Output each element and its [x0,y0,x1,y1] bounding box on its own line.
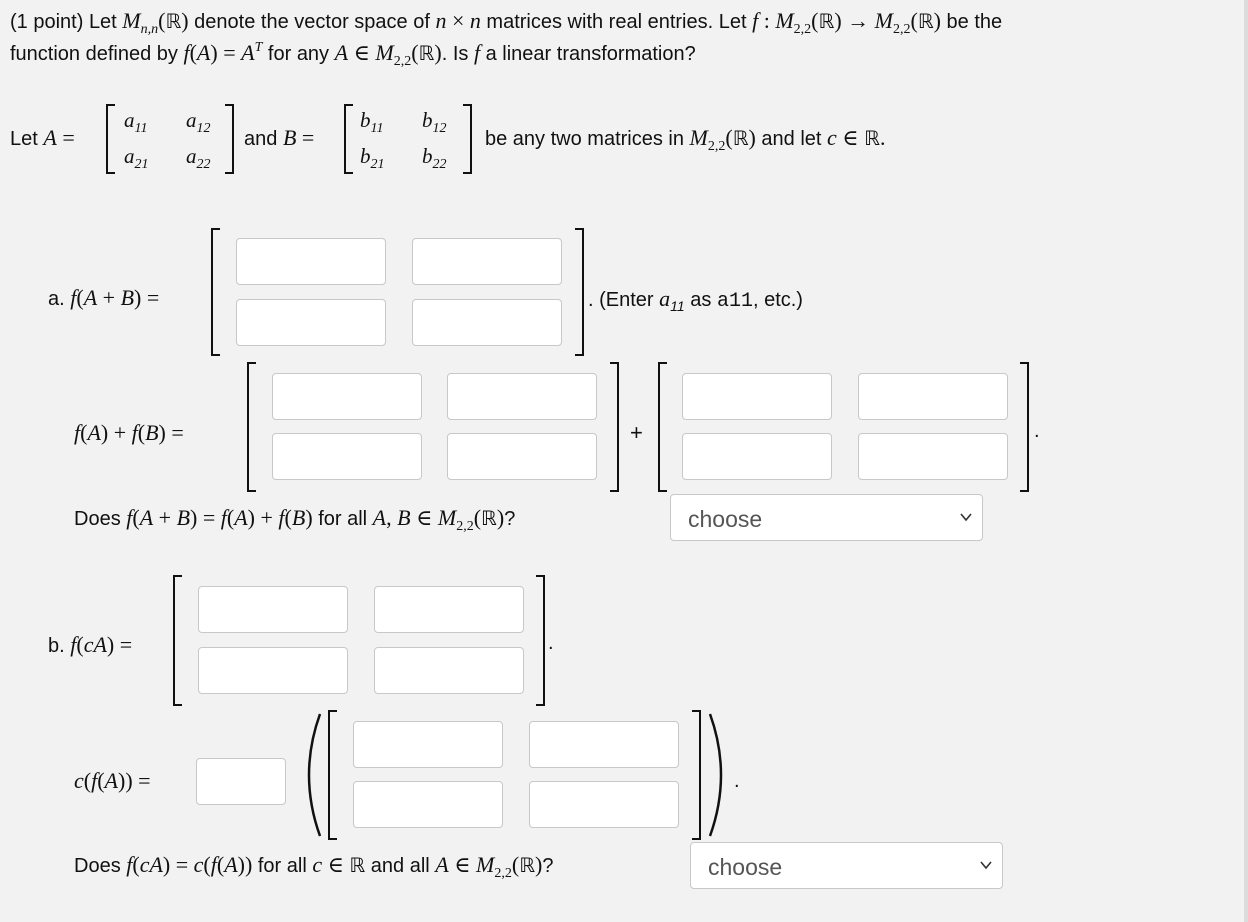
c-fa-label: c(f(A)) = [74,768,151,793]
part-b-question: Does f(cA) = c(f(A)) for all c ∈ ℝ and all A ∈ $M_{2,2}(ℝ)$? [74,852,554,881]
text: for all [312,508,373,530]
period: . [548,632,554,654]
f-a-22-input[interactable] [447,433,597,480]
part-a-hint: . (Enter $a_{11}$ as a11, etc.) [588,286,803,314]
chevron-down-icon [960,511,972,523]
text: b. [48,635,65,657]
text: and all [365,855,436,877]
c-fa-12-input[interactable] [529,721,679,768]
period: . [1034,420,1040,442]
part-a-label: a. f(A + B) = [48,285,160,310]
scalar-c-input[interactable] [196,758,286,805]
and-label: and B = [244,125,315,150]
select-value: choose [688,506,763,532]
f-a-12-input[interactable] [447,373,597,420]
text: Let [10,128,44,150]
chevron-down-icon [980,859,992,871]
f-a-plus-b-22-input[interactable] [412,299,562,346]
text: . Is [441,43,474,65]
f-b-11-input[interactable] [682,373,832,420]
text: and [244,128,283,150]
text: for any [262,43,335,65]
text: ? [504,508,516,530]
f-a-plus-b-11-input[interactable] [236,238,386,285]
bracket-left [247,362,256,492]
period: . [734,770,740,792]
select-value: choose [708,854,783,880]
bracket-left [211,228,220,356]
part-b-label: b. f(cA) = [48,632,133,657]
f-ca-22-input[interactable] [374,647,524,694]
text: matrices with real entries. Let [480,11,753,33]
f-b-22-input[interactable] [858,433,1008,480]
part-a-question: Does f(A + B) = f(A) + f(B) for all A, B ∈ $M_{2,2}(ℝ)$? [74,505,516,534]
matrix-b: $b_{11}$ $b_{12}$ $b_{21}$ $b_{22}$ [344,104,472,174]
bracket-left [328,710,337,840]
f-a-plus-b-21-input[interactable] [236,299,386,346]
problem-line-2: function defined by $f(A) = A^T$ for any A ∈ $M_{2,2}(ℝ)$. Is f a linear transformation? [10,40,696,69]
points-label: (1 point) [10,11,84,33]
f-b-21-input[interactable] [682,433,832,480]
f-a-11-input[interactable] [272,373,422,420]
bracket-right [1020,362,1029,492]
bracket-right [536,575,545,706]
fa-plus-fb-label: f(A) + f(B) = [74,420,184,445]
paren-left [296,710,324,840]
text: as [684,289,717,311]
text: be the [941,11,1003,33]
c-fa-21-input[interactable] [353,781,503,828]
text: function defined by [10,43,184,65]
part-b-answer-select[interactable] [690,842,1003,889]
f-ca-21-input[interactable] [198,647,348,694]
f-ca-12-input[interactable] [374,586,524,633]
let-label: Let A = [10,125,75,150]
text: a. [48,288,65,310]
text: ? [542,855,554,877]
text: Does [74,508,127,530]
text: be any two matrices in [485,128,690,150]
bracket-left [173,575,182,706]
problem-line-1: (1 point) Let $M_{n,n}(ℝ)$ denote the vector space of n × n matrices with real entries. Let f : $M_{2,2}(ℝ)$ → $M_{2,2}(ℝ)$ be the [10,8,1003,37]
matrix-a: $a_{11}$ $a_{12}$ $a_{21}$ $a_{22}$ [106,104,234,174]
f-b-12-input[interactable] [858,373,1008,420]
scroll-edge [1244,0,1248,922]
f-ca-11-input[interactable] [198,586,348,633]
text: Does [74,855,127,877]
paren-right [706,710,734,840]
f-a-21-input[interactable] [272,433,422,480]
plus-sign: + [630,420,643,445]
let-line-rest: be any two matrices in $M_{2,2}(ℝ)$ and let c ∈ ℝ. [485,125,886,154]
text: Let [88,11,123,33]
text: , etc.) [752,289,803,311]
bracket-right [692,710,701,840]
text: . (Enter [588,289,660,311]
part-a-answer-select[interactable] [670,494,983,541]
c-fa-11-input[interactable] [353,721,503,768]
hint-code: a11 [716,290,753,313]
bracket-right [610,362,619,492]
f-a-plus-b-12-input[interactable] [412,238,562,285]
text: for all [252,855,313,877]
bracket-left [658,362,667,492]
text: denote the vector space of [188,11,436,33]
text: and let [755,128,828,150]
text: a linear transformation? [480,43,696,65]
bracket-right [575,228,584,356]
c-fa-22-input[interactable] [529,781,679,828]
